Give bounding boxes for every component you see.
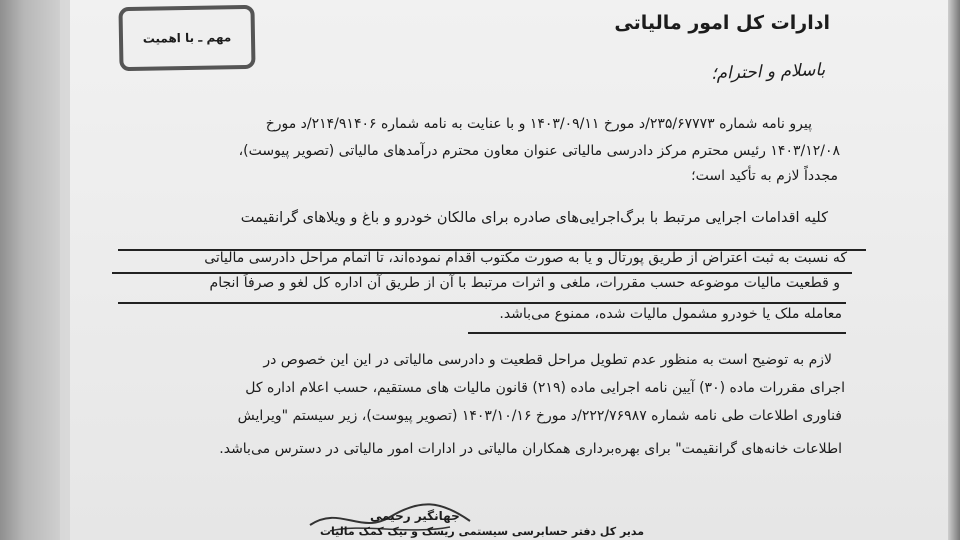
frame-right bbox=[948, 0, 960, 540]
p2-line-2: که نسبت به ثبت اعتراض از طریق پورتال و یا به صورت مکتوب اقدام نموده‌اند، تا اتمام مراحل دادرسی مالیاتی bbox=[204, 250, 847, 266]
p1-line-3: مجدداً لازم به تأکید است؛ bbox=[691, 168, 838, 184]
priority-stamp bbox=[118, 5, 255, 71]
greeting: باسلام و احترام؛ bbox=[710, 60, 826, 84]
letter-paper bbox=[70, 0, 950, 540]
p3-line-4: اطلاعات خانه‌های گرانقیمت" برای بهره‌برداری همکاران مالیاتی در ادارات امور مالیاتی در دسترس می‌باشد. bbox=[219, 441, 842, 457]
stamp-text: مهم ـ با اهمیت bbox=[142, 30, 232, 46]
underline-2 bbox=[112, 272, 852, 274]
p2-line-4: معامله ملک یا خودرو مشمول مالیات شده، ممنوع می‌باشد. bbox=[499, 306, 842, 322]
p2-line-3: و قطعیت مالیات موضوعه حسب مقررات، ملغی و اثرات مرتبط با آن از طریق آن اداره کل لغو و صرفاً انجام bbox=[209, 275, 840, 291]
p3-line-3: فناوری اطلاعات طی نامه شماره ۲۲۲/۷۶۹۸۷/د مورخ ۱۴۰۳/۱۰/۱۶ (تصویر پیوست)، زیر سیستم "ویرایش bbox=[237, 408, 842, 424]
signatory-name: جهانگیر رحیمی bbox=[370, 509, 460, 523]
underline-3 bbox=[118, 302, 846, 304]
underline-4 bbox=[468, 332, 846, 334]
p2-line-1: کلیه اقدامات اجرایی مرتبط با برگ‌اجرایی‌های صادره برای مالکان خودرو و باغ و ویلاهای گرانقیمت bbox=[240, 210, 828, 226]
p3-line-2: اجرای مقررات ماده (۳۰) آیین نامه اجرایی ماده (۲۱۹) قانون مالیات های مستقیم، حسب اعلام اداره کل bbox=[245, 380, 845, 396]
p1-line-2: ۱۴۰۳/۱۲/۰۸ رئیس محترم مرکز دادرسی مالیاتی عنوان معاون محترم درآمدهای مالیاتی (تصویر پیوست)، bbox=[238, 143, 840, 159]
signatory-title: مدیر کل دفتر حسابرسی سیستمی ریسک و نیک کمک مالیات bbox=[320, 525, 645, 538]
p1-line-1: پیرو نامه شماره ۲۳۵/۶۷۷۷۳/د مورخ ۱۴۰۳/۰۹/۱۱ و با عنایت به نامه شماره ۲۱۴/۹۱۴۰۶/د مورخ bbox=[265, 116, 812, 132]
letter-header: ادارات کل امور مالیاتی bbox=[614, 12, 830, 34]
frame-left bbox=[0, 0, 60, 540]
p3-line-1: لازم به توضیح است به منظور عدم تطویل مراحل قطعیت و دادرسی مالیاتی در این این خصوص در bbox=[263, 352, 832, 368]
